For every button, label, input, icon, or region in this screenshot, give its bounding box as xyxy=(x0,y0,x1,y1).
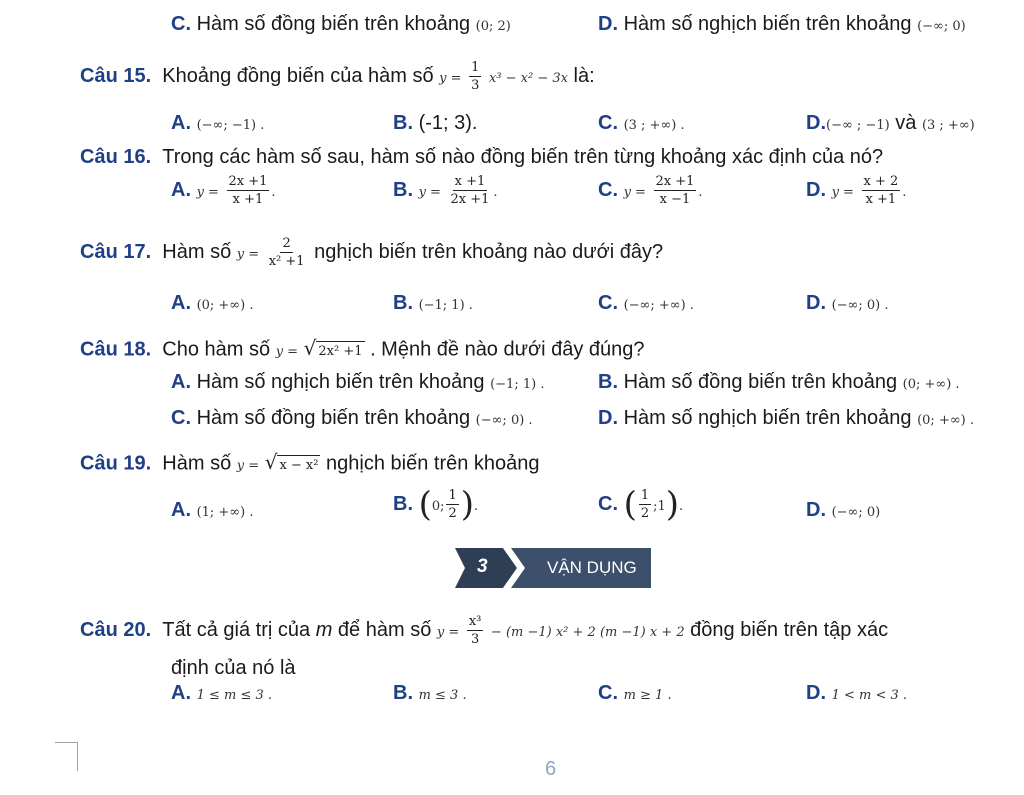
q20-option-a: A. 1 ≤ m ≤ 3 . xyxy=(171,682,273,704)
q20-option-d: D. 1 < m < 3 . xyxy=(806,682,908,704)
question-text: Khoảng đồng biến của hàm số xyxy=(162,64,434,87)
q18-option-b: B. Hàm số đồng biến trên khoảng (0; +∞) . xyxy=(598,371,960,393)
section-number: 3 xyxy=(477,556,488,577)
q16-option-b: B. y = $\frac{x +1}{2x +1}$ . xyxy=(393,174,498,207)
question-20-line2: định của nó là xyxy=(171,657,296,679)
q19-option-d: D. (−∞; 0) xyxy=(806,499,881,521)
question-15 xyxy=(80,60,595,93)
option-math: (−∞; 0) xyxy=(917,19,966,34)
function-lhs: y = xyxy=(439,70,462,86)
square-root: √ x − x² xyxy=(264,450,319,474)
function-fraction: $\frac{1}{3}$ xyxy=(471,60,480,93)
q15-option-b: B. (-1; 3). xyxy=(393,112,478,134)
q16-option-d: D. y = $\frac{x + 2}{x +1}$ . xyxy=(806,174,907,207)
question-17: Câu 17. Hàm số y = $\frac{2}{\text{x² +1}}$ nghịch biến trên khoảng nào dưới đây? xyxy=(80,236,664,269)
q18-option-c: C. Hàm số đồng biến trên khoảng (−∞; 0) . xyxy=(171,407,533,429)
option-label: C. xyxy=(171,13,191,35)
q14-option-c xyxy=(171,12,511,39)
option-label: D. xyxy=(598,13,618,35)
q16-option-a: A. y = $\frac{2x +1}{x +1}$ . xyxy=(171,174,276,207)
q19-option-c: C. ( $\frac{1}{2}$ ;1). xyxy=(598,484,684,525)
function-rest: x³ − x² − 3x xyxy=(488,70,568,86)
question-19: Câu 19. Hàm số y = √ x − x² nghịch biến trên khoảng xyxy=(80,450,540,478)
option-math: (0; 2) xyxy=(475,19,511,34)
q20-option-c: C. m ≥ 1 . xyxy=(598,682,672,704)
question-18: Câu 18. Cho hàm số y = √ 2x² +1 . Mệnh đề nào dưới đây đúng? xyxy=(80,336,645,364)
question-20: Câu 20. Tất cả giá trị của m để hàm số y = $\frac{\text{x³}}{3}$ − (m −1) x² + 2 (m −1) x + 2 đồng biến trên tập xác xyxy=(80,614,889,647)
q17-option-d: D. (−∞; 0) . xyxy=(806,292,889,314)
q17-option-c: C. (−∞; +∞) . xyxy=(598,292,694,314)
q20-option-b: B. m ≤ 3 . xyxy=(393,682,467,704)
square-root: √ 2x² +1 xyxy=(303,336,363,360)
q18-option-d: D. Hàm số nghịch biến trên khoảng (0; +∞) . xyxy=(598,407,975,429)
q14-option-d xyxy=(598,12,966,39)
section-banner xyxy=(455,548,651,588)
question-number: Câu 15. xyxy=(80,64,152,87)
question-number: Câu 16. xyxy=(80,146,152,168)
q18-option-a: A. Hàm số nghịch biến trên khoảng (−1; 1) . xyxy=(171,371,545,393)
q15-option-a: A. (−∞; −1) . xyxy=(171,112,265,134)
question-text: Trong các hàm số sau, hàm số nào đồng biến trên từng khoảng xác định của nó? xyxy=(162,146,884,168)
q19-option-b: B. (0; $\frac{1}{2}$ ). xyxy=(393,484,479,525)
q16-option-c: C. y = $\frac{2x +1}{x -1}$ . xyxy=(598,174,703,207)
question-16 xyxy=(80,145,883,169)
section-title: VẬN DỤNG xyxy=(547,558,637,577)
page-number: 6 xyxy=(545,758,557,780)
page-corner-mark xyxy=(55,742,78,771)
option-text: Hàm số nghịch biến trên khoảng xyxy=(623,13,912,35)
q17-option-a: A. (0; +∞) . xyxy=(171,292,254,314)
question-suffix: là: xyxy=(573,64,595,87)
q15-option-c: C. (3 ; +∞) . xyxy=(598,112,685,134)
q17-option-b: B. (−1; 1) . xyxy=(393,292,473,314)
q15-option-d: D.(−∞ ; −1) và (3 ; +∞) xyxy=(806,112,975,134)
option-text: Hàm số đồng biến trên khoảng xyxy=(196,13,471,35)
q19-option-a: A. (1; +∞) . xyxy=(171,499,254,521)
